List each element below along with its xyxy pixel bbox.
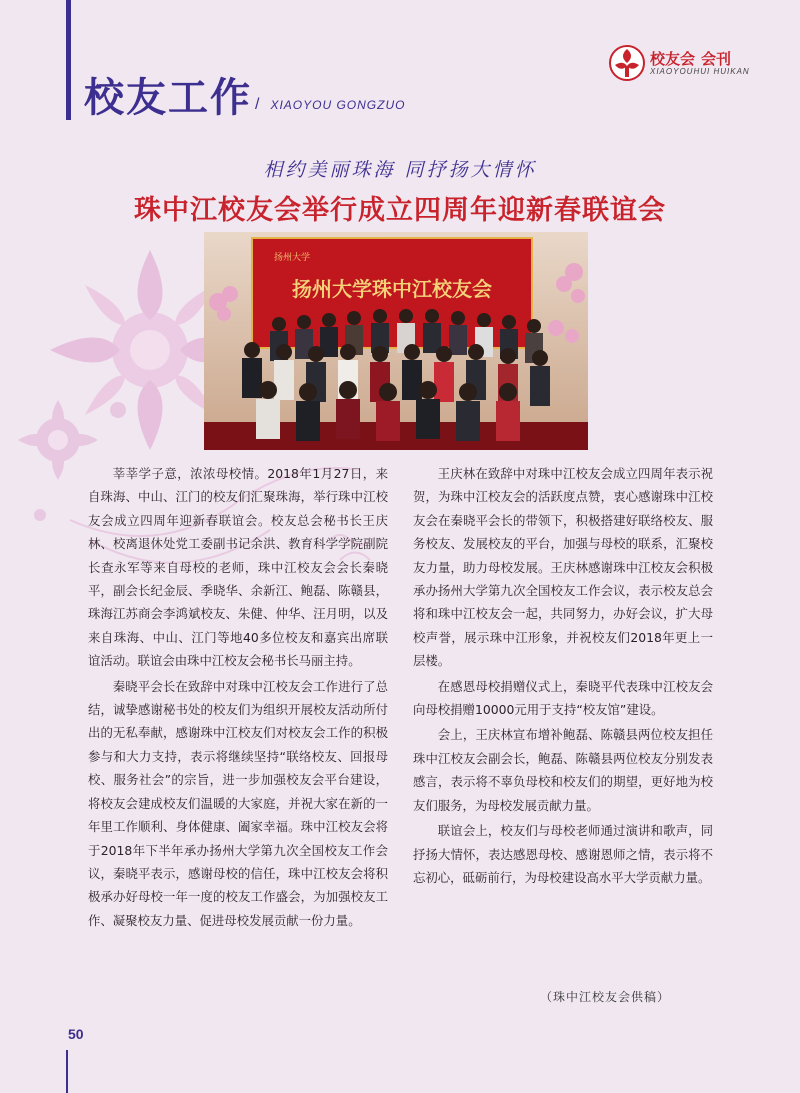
- page-number: 50: [68, 1026, 84, 1042]
- magazine-name: [650, 48, 731, 69]
- section-title: 校友工作: [84, 75, 252, 121]
- magazine-name-main: 校友会: [650, 50, 696, 68]
- section-pinyin-text: XIAOYOU GONGZUO: [270, 98, 406, 112]
- alumni-association-logo-icon: [608, 44, 646, 82]
- left-accent-bar: [66, 0, 71, 120]
- right-paragraph-4: 联谊会上，校友们与母校老师通过演讲和歌声，同抒扬大情怀，表达感恩母校、感谢恩师之情，表示将不忘初心，砥砺前行，为母校建设高水平大学贡献力量。: [413, 823, 713, 885]
- bottom-accent-bar: [66, 1050, 68, 1093]
- magazine-name-kan: 会刊: [701, 50, 732, 68]
- right-paragraph-1: 王庆林在致辞中对珠中江校友会成立四周年表示祝贺，为珠中江校友会的活跃度点赞，衷心感谢珠中江校友会在秦晓平会长的带领下，积极搭建好联络校友、服务校友、发展校友的平台，加强与母校的联系，汇聚校友力量，助力母校发展。王庆林感谢珠中江校友会积极承办扬州大学第九次全国校友工作会议，表示校友总会将和珠中江校友会一起，共同努力，办好会议，扩大母校声誉，展示珠中江形象，并祝校友们2018年更上一层楼。: [413, 466, 713, 669]
- section-pinyin-separator: /: [255, 96, 261, 113]
- left-paragraph-2: 秦晓平会长在致辞中对珠中江校友会工作进行了总结，诚挚感谢秘书处的校友们为组织开展校友活动所付出的无私奉献，感谢珠中江校友们对校友会工作的积极参与和大力支持，表示将继续坚持“联络校友、回报母校、服务社会”的宗旨，进一步加强校友会平台建设，将校友会建成校友们温暖的大家庭，并祝大家在新的一年里工作顺利、身体健康、阖家幸福。珠中江校友会将于2018年下半年承办扬州大学第九次全国校友工作会议，秦晓平表示，感谢母校的信任，珠中江校友会将积极承办好母校一年一度的校友工作盛会，为加强校友工作、凝聚校友力量、促进母校发展贡献一份力量。: [88, 678, 388, 928]
- article-left-column: [88, 462, 388, 934]
- magazine-pinyin: XIAOYOUHUI HUIKAN: [650, 67, 750, 76]
- right-paragraph-2: 在感恩母校捐赠仪式上，秦晓平代表珠中江校友会向母校捐赠10000元用于支持“校友馆”建设。: [413, 678, 713, 718]
- article-headline: 珠中江校友会举行成立四周年迎新春联谊会: [134, 195, 666, 226]
- right-paragraph-3: 会上，王庆林宣布增补鲍磊、陈赣县两位校友担任珠中江校友会副会长，鲍磊、陈赣县两位校友分别发表感言，表示将不辜负母校和校友们的期望，更好地为校友们服务，为母校发展贡献力量。: [413, 727, 713, 813]
- photo-backdrop-text: 扬州大学: [274, 253, 311, 263]
- section-pinyin: [255, 96, 405, 114]
- article-source: （珠中江校友会供稿）: [540, 990, 671, 1004]
- article-subtitle: 相约美丽珠海 同抒扬大情怀: [263, 159, 537, 181]
- group-photo: [204, 232, 588, 450]
- group-photo-illustration: [204, 232, 588, 450]
- left-paragraph-1: 莘莘学子意，浓浓母校情。2018年1月27日，来自珠海、中山、江门的校友们汇聚珠海，举行珠中江校友会成立四周年迎新春联谊会。校友总会秘书长王庆林、校离退休处党工委副书记余洪、教育科学学院副院长查永军等来自母校的老师，珠中江校友会会长秦晓平，副会长纪金辰、季晓华、余新江、鲍磊、陈赣县，珠海江苏商会李鸿斌校友、朱健、仲华、汪月明，以及来自珠海、中山、江门等地40多位校友和嘉宾出席联谊活动。联谊会由珠中江校友会秘书长马丽主持。: [88, 466, 388, 669]
- article-right-column: [413, 462, 713, 891]
- photo-banner-text: 扬州大学珠中江校友会: [292, 277, 492, 301]
